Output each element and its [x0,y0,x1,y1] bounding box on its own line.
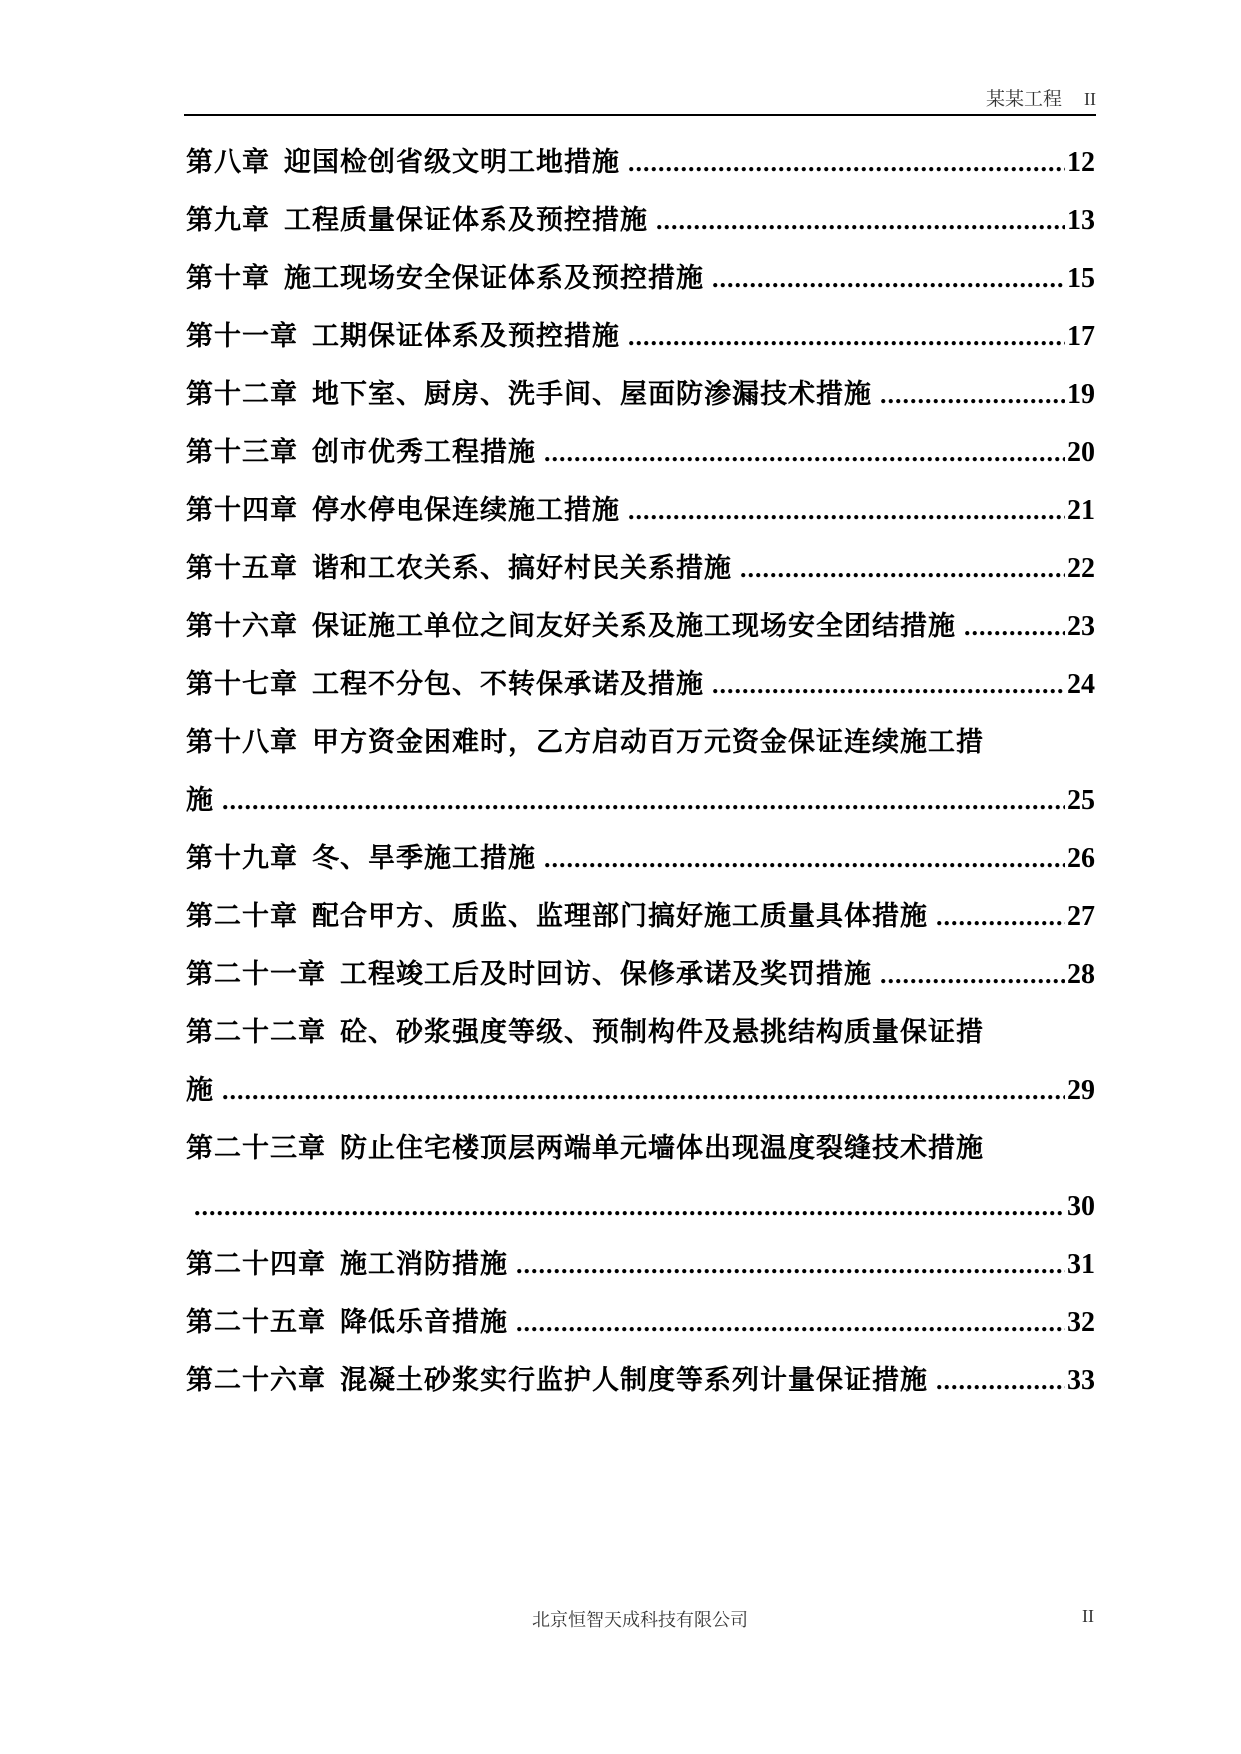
toc-leader [516,1244,1065,1286]
toc-leader [544,432,1065,474]
toc-title: 工期保证体系及预控措施 [312,321,620,352]
toc-leader [516,1302,1065,1344]
toc-leader [222,780,1065,822]
toc-leader [936,1360,1065,1402]
toc-leader [936,896,1065,938]
toc-page-number: 23 [1067,611,1095,642]
toc-leader [194,1186,1065,1228]
toc-page-number: 12 [1067,147,1095,178]
toc-title: 冬、旱季施工措施 [312,843,536,874]
toc-title: 施工现场安全保证体系及预控措施 [284,263,704,294]
toc-title: 工程竣工后及时回访、保修承诺及奖罚措施 [340,959,872,990]
toc-chapter: 第十四章 [186,495,298,526]
toc-title: 砼、砂浆强度等级、预制构件及悬挑结构质量保证措 [340,1017,984,1048]
toc-entry[interactable] [186,142,1095,184]
toc-title: 迎国检创省级文明工地措施 [284,147,620,178]
toc-chapter: 第二十二章 [186,1017,326,1048]
toc-entry[interactable] [186,780,1095,822]
toc-entry[interactable] [186,374,1095,416]
toc-entry-wrapped-line[interactable] [186,722,1095,764]
toc-title: 地下室、厨房、洗手间、屋面防渗漏技术措施 [312,379,872,410]
toc-chapter: 第十二章 [186,379,298,410]
toc-chapter: 第二十章 [186,901,298,932]
toc-page-number: 22 [1067,553,1095,584]
toc-entry[interactable] [186,896,1095,938]
toc-entry[interactable] [186,200,1095,242]
toc-leader [964,606,1065,648]
page-header [184,88,1096,116]
toc-entry-wrapped-line[interactable] [186,1128,1095,1170]
toc-title: 降低乐音措施 [340,1307,508,1338]
toc-page-number: 13 [1067,205,1095,236]
toc-leader [628,316,1065,358]
toc-title: 施工消防措施 [340,1249,508,1280]
toc-entry[interactable] [186,258,1095,300]
toc-leader [628,490,1065,532]
toc-chapter: 第二十六章 [186,1365,326,1396]
toc-entry[interactable] [186,838,1095,880]
toc-leader [222,1070,1065,1112]
toc-entry[interactable] [186,1360,1095,1402]
header-title: 某某工程 [985,89,1062,110]
toc-title: 谐和工农关系、搞好村民关系措施 [312,553,732,584]
toc-chapter: 第十七章 [186,669,298,700]
toc-page-number: 33 [1067,1365,1095,1396]
toc-chapter: 第二十四章 [186,1249,326,1280]
header-page-number: II [1084,89,1096,109]
toc-title: 防止住宅楼顶层两端单元墙体出现温度裂缝技术措施 [340,1133,984,1164]
toc-page-number: 30 [1067,1191,1095,1222]
toc-leader [656,200,1065,242]
toc-chapter: 第十六章 [186,611,298,642]
toc-leader [880,374,1065,416]
toc-entry[interactable] [186,664,1095,706]
footer-company: 北京恒智天成科技有限公司 [532,1610,748,1630]
page-footer [184,1606,1096,1630]
toc-chapter: 第九章 [186,205,270,236]
toc-leader [712,258,1065,300]
toc-page-number: 24 [1067,669,1095,700]
toc-chapter: 第十八章 [186,727,298,758]
toc-leader [740,548,1065,590]
toc-entry[interactable] [186,1244,1095,1286]
toc-page-number: 21 [1067,495,1095,526]
toc-chapter: 第十九章 [186,843,298,874]
toc-title: 工程不分包、不转保承诺及措施 [312,669,704,700]
toc-chapter: 第八章 [186,147,270,178]
toc-page-number: 20 [1067,437,1095,468]
toc-entry[interactable] [186,490,1095,532]
toc-chapter: 第二十五章 [186,1307,326,1338]
toc-title-continuation: 施 [186,1075,214,1106]
toc-entry[interactable] [186,548,1095,590]
toc-title: 甲方资金困难时，乙方启动百万元资金保证连续施工措 [312,727,984,758]
toc-title: 配合甲方、质监、监理部门搞好施工质量具体措施 [312,901,928,932]
toc-chapter: 第十三章 [186,437,298,468]
toc-chapter: 第二十一章 [186,959,326,990]
toc-entry[interactable] [186,1302,1095,1344]
toc-title: 创市优秀工程措施 [312,437,536,468]
toc-page-number: 15 [1067,263,1095,294]
toc-entry-wrapped-line[interactable] [186,1012,1095,1054]
toc-leader [628,142,1065,184]
toc-title: 停水停电保连续施工措施 [312,495,620,526]
toc-chapter: 第二十三章 [186,1133,326,1164]
toc-leader [544,838,1065,880]
toc-page-number: 19 [1067,379,1095,410]
toc-chapter: 第十章 [186,263,270,294]
toc-chapter: 第十五章 [186,553,298,584]
toc-page-number: 26 [1067,843,1095,874]
toc-entry[interactable] [186,432,1095,474]
toc-title: 工程质量保证体系及预控措施 [284,205,648,236]
toc-page-number: 17 [1067,321,1095,352]
toc-page-number: 29 [1067,1075,1095,1106]
toc-page-number: 32 [1067,1307,1095,1338]
toc-leader [712,664,1065,706]
toc-chapter: 第十一章 [186,321,298,352]
toc-leader [880,954,1065,996]
toc-page-number: 31 [1067,1249,1095,1280]
toc-entry[interactable] [186,316,1095,358]
toc-title-continuation: 施 [186,785,214,816]
toc-entry[interactable] [186,606,1095,648]
toc-title: 保证施工单位之间友好关系及施工现场安全团结措施 [312,611,956,642]
toc-page-number: 27 [1067,901,1095,932]
toc-page-number: 25 [1067,785,1095,816]
toc-page-number: 28 [1067,959,1095,990]
footer-page-number: II [1082,1606,1094,1626]
toc-entry[interactable] [186,1186,1095,1228]
toc-entry[interactable] [186,954,1095,996]
toc-entry[interactable] [186,1070,1095,1112]
toc-title: 混凝土砂浆实行监护人制度等系列计量保证措施 [340,1365,928,1396]
